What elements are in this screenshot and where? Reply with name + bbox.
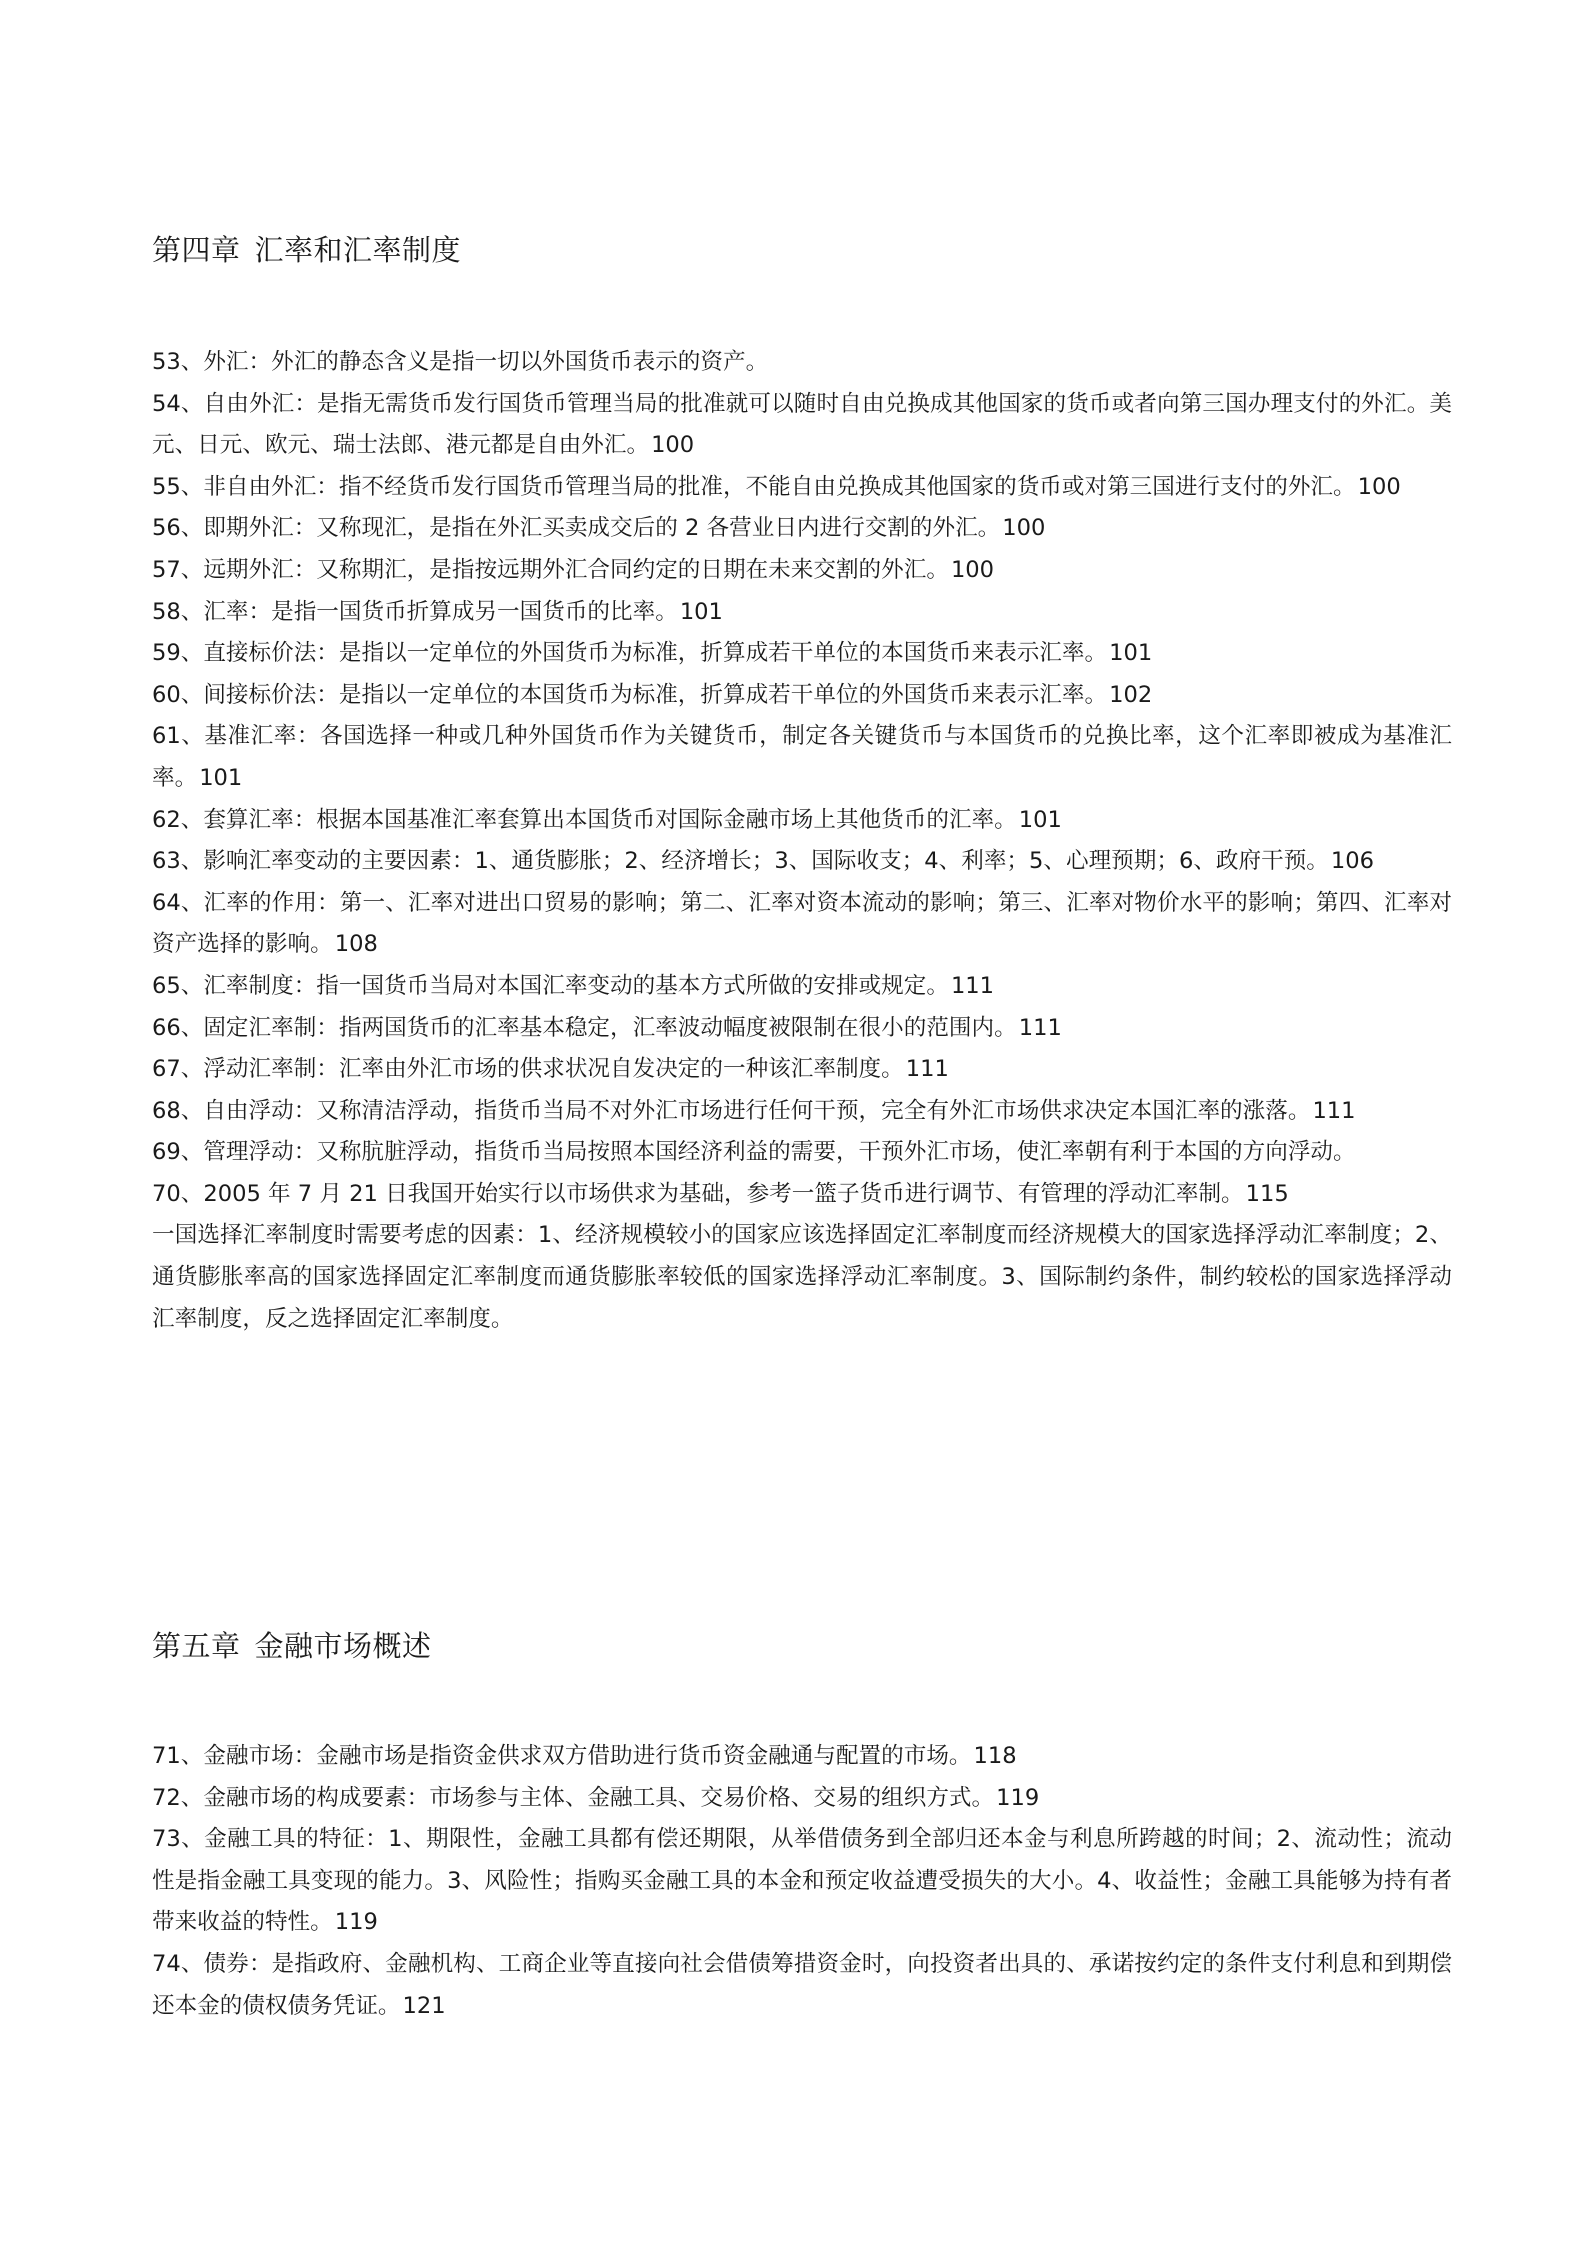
entry xyxy=(152,1819,1452,1944)
page-reference: 118 xyxy=(973,1743,1017,1769)
entry xyxy=(152,1215,1452,1340)
entry-text: 73、金融工具的特征：1、期限性，金融工具都有偿还期限，从举借债务到全部归还本金与利息所跨越的时间；2、流动性；流动性是指金融工具变现的能力。3、风险性；指购买金融工具的本金和预定收益遭受损失的大小。4、收益性；金融工具能够为持有者带来收益的特性。 xyxy=(152,1826,1452,1936)
entry-text: 69、管理浮动：又称肮脏浮动，指货币当局按照本国经济利益的需要，干预外汇市场，使汇率朝有利于本国的方向浮动。 xyxy=(152,1139,1356,1166)
entry-text: 67、浮动汇率制：汇率由外汇市场的供求状况自发决定的一种该汇率制度。 xyxy=(152,1056,904,1083)
entry xyxy=(152,883,1452,966)
page-reference: 101 xyxy=(1018,806,1062,833)
entry xyxy=(152,592,1452,634)
entry-text: 74、债券：是指政府、金融机构、工商企业等直接向社会借债筹措资金时，向投资者出具的、承诺按约定的条件支付利息和到期偿还本金的债权债务凭证。 xyxy=(152,1950,1452,2019)
entry xyxy=(152,1736,1452,1778)
entry xyxy=(152,675,1452,717)
entry-text: 一国选择汇率制度时需要考虑的因素：1、经济规模较小的国家应该选择固定汇率制度而经济规模大的国家选择浮动汇率制度；2、通货膨胀率高的国家选择固定汇率制度而通货膨胀率较低的国家选择浮动汇率制度。3、国际制约条件，制约较松的国家选择浮动汇率制度，反之选择固定汇率制度。 xyxy=(152,1222,1452,1332)
entry-text: 54、自由外汇：是指无需货币发行国货币管理当局的批准就可以随时自由兑换成其他国家的货币或者向第三国办理支付的外汇。美元、日元、欧元、瑞士法郎、港元都是自由外汇。 xyxy=(152,390,1452,459)
entry xyxy=(152,966,1452,1008)
page-reference: 115 xyxy=(1245,1180,1289,1207)
entry-text: 55、非自由外汇：指不经货币发行国货币管理当局的批准，不能自由兑换成其他国家的货币或对第三国进行支付的外汇。 xyxy=(152,473,1356,500)
page-reference: 121 xyxy=(402,1992,446,2019)
entry xyxy=(152,467,1452,509)
page-reference: 100 xyxy=(950,556,995,583)
entry-text: 68、自由浮动：又称清洁浮动，指货币当局不对外汇市场进行任何干预，完全有外汇市场供求决定本国汇率的涨落。 xyxy=(152,1097,1311,1124)
page-reference: 100 xyxy=(1357,473,1401,500)
entry-text: 60、间接标价法：是指以一定单位的本国货币为标准，折算成若干单位的外国货币来表示汇率。 xyxy=(152,681,1108,708)
entry-text: 71、金融市场：金融市场是指资金供求双方借助进行货币资金融通与配置的市场。 xyxy=(152,1743,972,1769)
chapter-number: 第四章 xyxy=(152,233,241,267)
document-page xyxy=(152,0,1452,2252)
entry-text: 57、远期外汇：又称期汇，是指按远期外汇合同约定的日期在未来交割的外汇。 xyxy=(152,556,949,583)
page-reference: 100 xyxy=(651,432,695,459)
entry xyxy=(152,716,1452,799)
entry-text: 66、固定汇率制：指两国货币的汇率基本稳定，汇率波动幅度被限制在很小的范围内。 xyxy=(152,1014,1017,1041)
page-reference: 119 xyxy=(996,1784,1040,1811)
entry-text: 56、即期外汇：又称现汇，是指在外汇买卖成交后的 2 各营业日内进行交割的外汇。 xyxy=(152,515,1001,542)
entry xyxy=(152,633,1452,675)
entry-text: 70、2005 年 7 月 21 日我国开始实行以市场供求为基础，参考一篮子货币进行调节、有管理的浮动汇率制。 xyxy=(152,1180,1244,1207)
entry xyxy=(152,1132,1452,1174)
page-reference: 101 xyxy=(1109,640,1153,667)
entry-text: 53、外汇：外汇的静态含义是指一切以外国货币表示的资产。 xyxy=(152,349,769,375)
entry-text: 72、金融市场的构成要素：市场参与主体、金融工具、交易价格、交易的组织方式。 xyxy=(152,1784,995,1811)
page-reference: 101 xyxy=(199,764,243,791)
page-reference: 111 xyxy=(1312,1097,1356,1124)
page-reference: 102 xyxy=(1109,681,1153,708)
entry xyxy=(152,1174,1452,1216)
chapter-number: 第五章 xyxy=(152,1629,241,1663)
entry-text: 65、汇率制度：指一国货币当局对本国汇率变动的基本方式所做的安排或规定。 xyxy=(152,972,949,999)
entry xyxy=(152,841,1452,883)
entry-text: 58、汇率：是指一国货币折算成另一国货币的比率。 xyxy=(152,598,678,625)
chapter-heading xyxy=(152,228,461,269)
entry xyxy=(152,1091,1452,1133)
entry xyxy=(152,1049,1452,1091)
entry xyxy=(152,550,1452,592)
page-reference: 111 xyxy=(950,972,995,999)
entry xyxy=(152,800,1452,842)
entry xyxy=(152,384,1452,467)
page-reference: 111 xyxy=(1018,1014,1062,1041)
chapter-heading xyxy=(152,1624,432,1665)
entry xyxy=(152,1008,1452,1050)
entry-text: 59、直接标价法：是指以一定单位的外国货币为标准，折算成若干单位的本国货币来表示汇率。 xyxy=(152,640,1108,667)
chapter-title: 汇率和汇率制度 xyxy=(254,233,462,267)
page-reference: 108 xyxy=(334,931,378,958)
entry-text: 64、汇率的作用：第一、汇率对进出口贸易的影响；第二、汇率对资本流动的影响；第三、汇率对物价水平的影响；第四、汇率对资产选择的影响。 xyxy=(152,889,1452,958)
chapter-body xyxy=(152,342,1452,1340)
page-reference: 100 xyxy=(1002,515,1046,542)
entry-text: 61、基准汇率：各国选择一种或几种外国货币作为关键货币，制定各关键货币与本国货币的兑换比率，这个汇率即被成为基准汇率。 xyxy=(152,723,1452,791)
chapter-title: 金融市场概述 xyxy=(254,1629,432,1663)
entry xyxy=(152,1778,1452,1820)
chapter-body xyxy=(152,1736,1452,2027)
page-reference: 106 xyxy=(1330,848,1375,875)
page-reference: 119 xyxy=(334,1909,378,1936)
entry-text: 63、影响汇率变动的主要因素：1、通货膨胀；2、经济增长；3、国际收支；4、利率；5、心理预期；6、政府干预。 xyxy=(152,848,1329,875)
page-reference: 101 xyxy=(679,598,723,625)
page-reference: 111 xyxy=(905,1056,949,1083)
entry xyxy=(152,1944,1452,2027)
entry xyxy=(152,508,1452,550)
entry xyxy=(152,342,1452,384)
entry-text: 62、套算汇率：根据本国基准汇率套算出本国货币对国际金融市场上其他货币的汇率。 xyxy=(152,806,1017,833)
